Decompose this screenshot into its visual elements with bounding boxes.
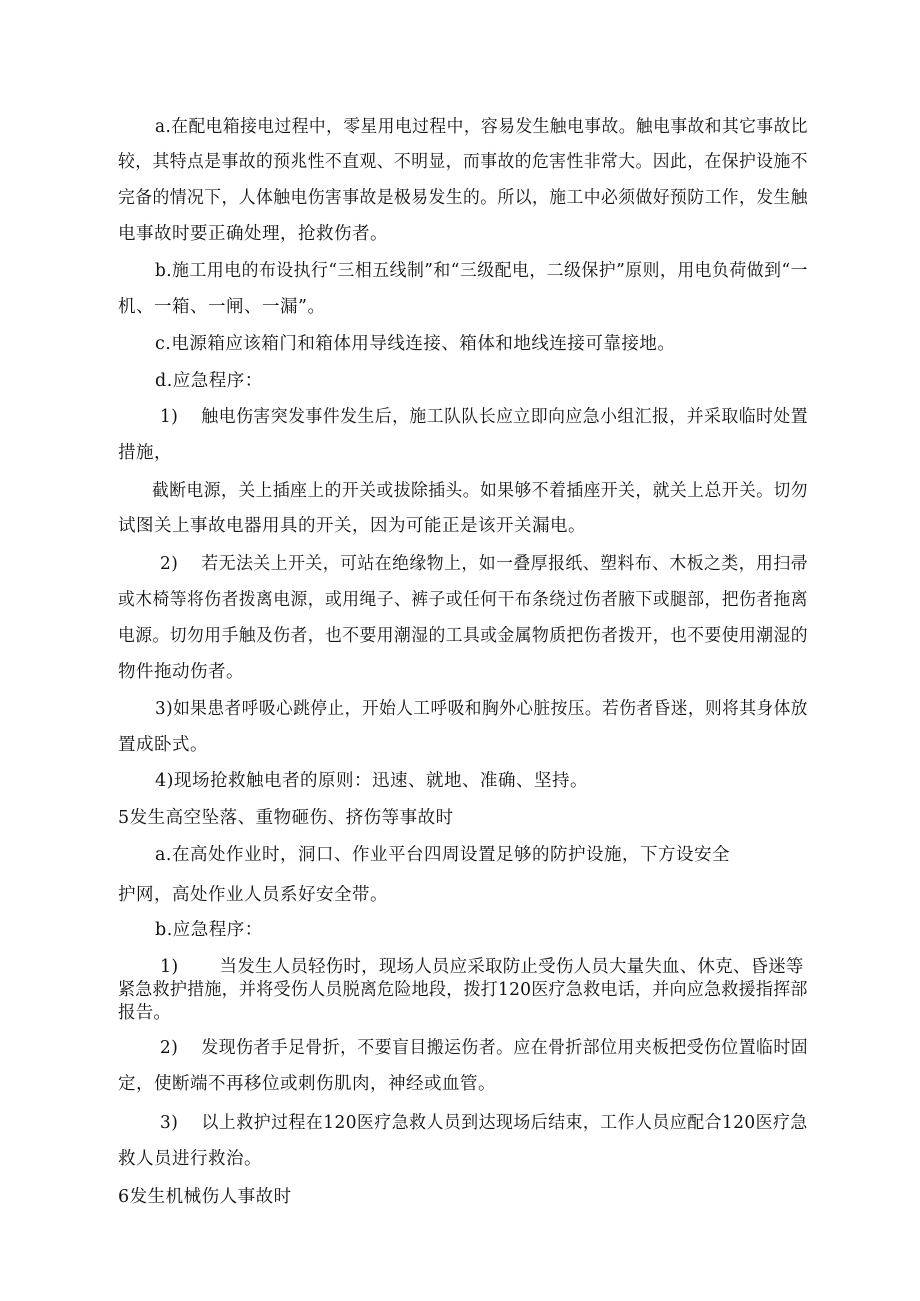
item-d3-line-1: 3)如果患者呼吸心跳停止，开始人工呼吸和胸外心脏按压。若伤者昏迷，则将其身体放 [155,699,808,719]
para-a-line-3: 完备的情况下，人体触电伤害事故是极易发生的。所以，施工中必须做好预防工作，发生触 [118,188,808,208]
para-b-line-2: 机、一箱、一闸、一漏”。 [118,297,326,317]
item-d4-line-1: 4)现场抢救触电者的原则：迅速、就地、准确、坚持。 [155,771,588,791]
item-d1-line-3: 截断电源，关上插座上的开关或拔除插头。如果够不着插座开关，就关上总开关。切勿 [152,481,809,501]
item-5b2-line-2: 定，使断端不再移位或刺伤肌肉，神经或血管。 [118,1074,496,1094]
para-b-line-1: b.施工用电的布设执行“三相五线制”和“三级配电，二级保护”原则，用电负荷做到“一 [155,261,808,281]
item-5b1-line-3: 报告。 [118,1003,172,1023]
para-a-line-4: 电事故时要正确处理，抢救伤者。 [118,224,388,244]
section-5-title: 5发生高空坠落、重物砸伤、挤伤等事故时 [118,808,454,828]
item-d3-line-2: 置成卧式。 [118,735,208,755]
para-d-heading: d.应急程序： [155,371,263,391]
item-d2-line-1: 2) 若无法关上开关，可站在绝缘物上，如一叠厚报纸、塑料布、木板之类，用扫帚 [160,554,809,574]
para-c-line-1: c.电源箱应该箱门和箱体用导线连接、箱体和地线连接可靠接地。 [155,334,676,354]
item-d2-line-2: 或木椅等将伤者拨离电源，或用绳子、裤子或任何干布条绕过伤者腋下或腿部，把伤者拖离 [118,590,808,610]
para-a-line-2: 较，其特点是事故的预兆性不直观、不明显，而事故的危害性非常大。因此，在保护设施不 [118,152,808,172]
para-5a-line-1: a.在高处作业时，洞口、作业平台四周设置足够的防护设施，下方设安全 [155,845,730,865]
item-d1-line-1: 1) 触电伤害突发事件发生后，施工队队长应立即向应急小组汇报，并采取临时处置 [160,407,809,427]
item-d1-line-2: 措施， [118,443,172,463]
para-5b-heading: b.应急程序： [155,920,263,940]
item-d2-line-3: 电源。切勿用手触及伤者，也不要用潮湿的工具或金属物质把伤者拨开，也不要使用潮湿的 [118,626,808,646]
item-d2-line-4: 物件拖动伤者。 [118,662,244,682]
item-5b2-line-1: 2) 发现伤者手足骨折，不要盲目搬运伤者。应在骨折部位用夹板把受伤位置临时固 [160,1038,809,1058]
item-d1-line-4: 试图关上事故电器用具的开关，因为可能正是该开关漏电。 [118,516,586,536]
item-5b3-line-2: 救人员进行救治。 [118,1149,262,1169]
item-5b3-line-1: 3) 以上救护过程在120医疗急救人员到达现场后结束，工作人员应配合120医疗急 [160,1113,808,1133]
para-5a-line-2: 护网，高处作业人员系好安全带。 [118,885,388,905]
para-a-line-1: a.在配电箱接电过程中，零星用电过程中，容易发生触电事故。触电事故和其它事故比 [155,117,809,137]
section-6-title: 6发生机械伤人事故时 [118,1187,292,1207]
item-5b1-line-1: 1) 当发生人员轻伤时，现场人员应采取防止受伤人员大量失血、休克、昏迷等 [160,957,804,977]
item-5b1-line-2: 紧急救护措施，并将受伤人员脱离危险地段，拨打120医疗急救电话，并向应急救援指挥部 [118,980,808,1000]
